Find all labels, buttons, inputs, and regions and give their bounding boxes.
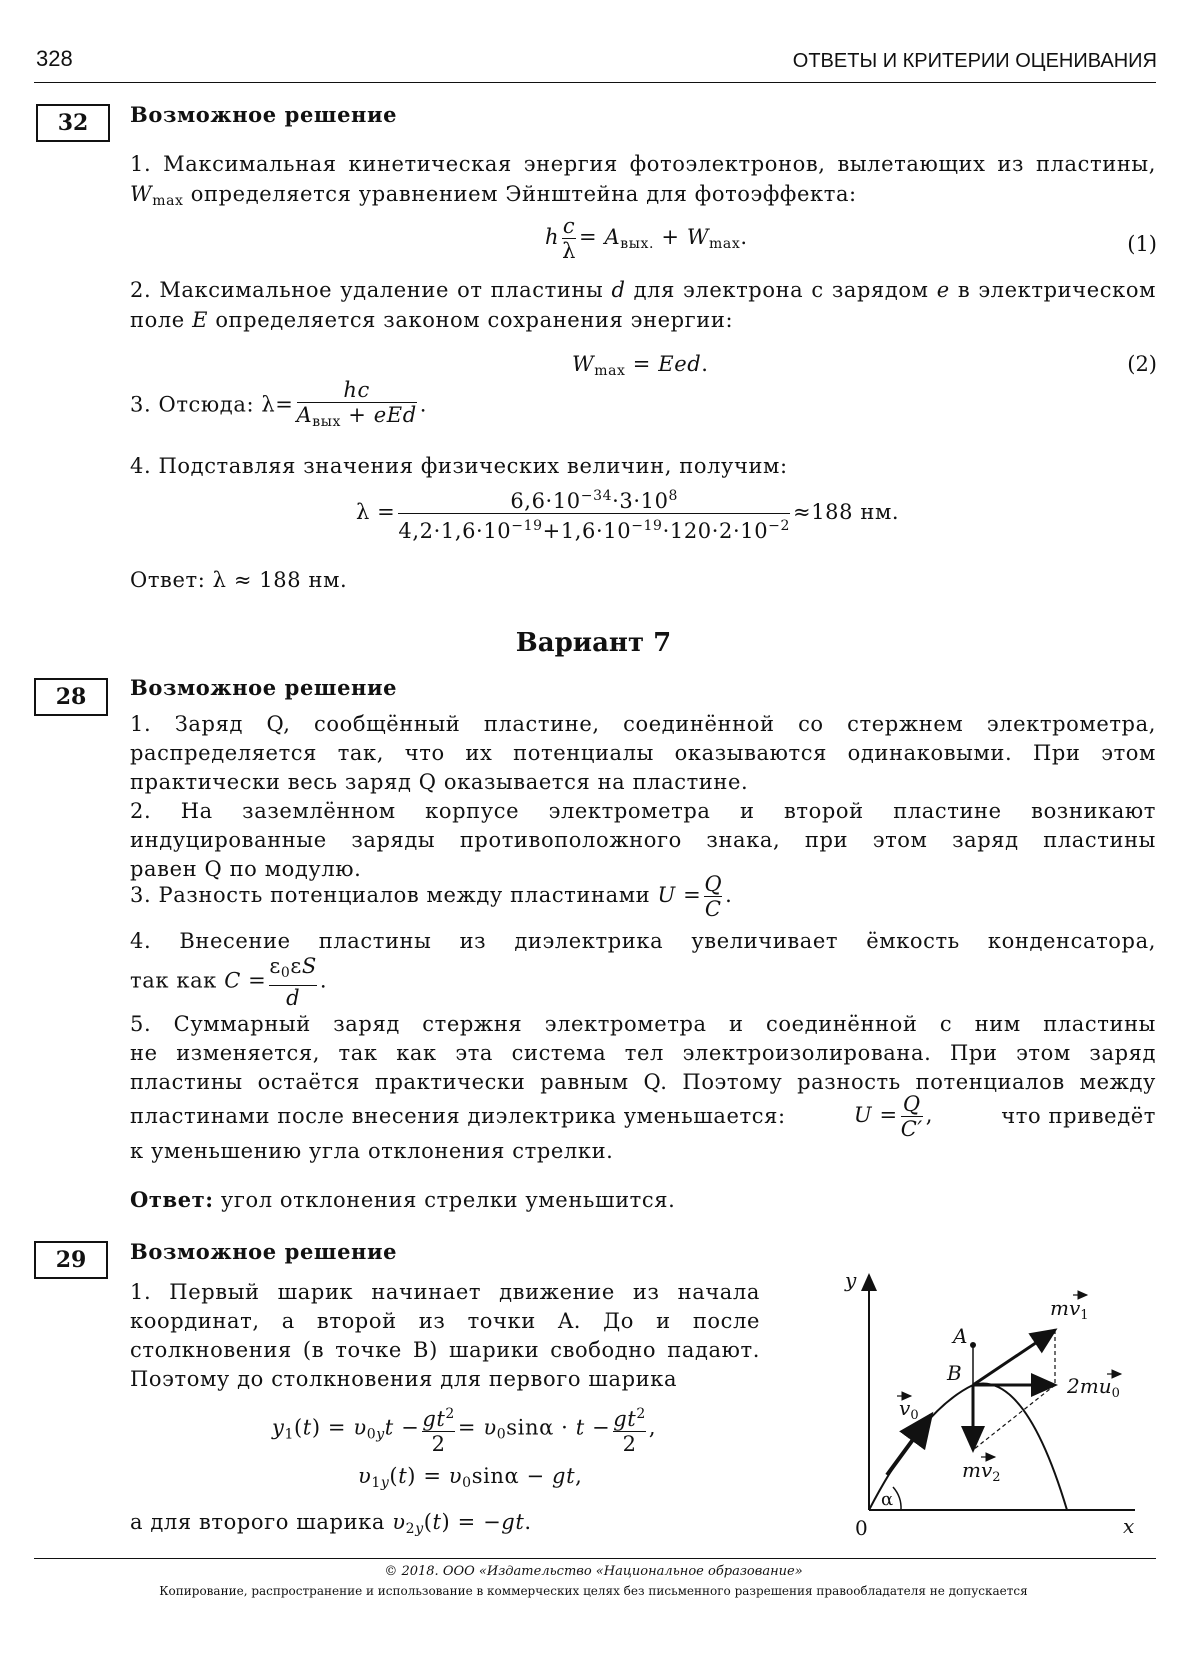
formula-4: λ = $\frac{6,6\cdot 10^{-34}\cdot 3\cdot 10^8}{4,2\cdot 1,6\cdot 10^{-19}+1,6\cdot 10^{-19}\cdot 120\cdot 2\cdot 10^{-2}}$ ≈188 нм. (356, 488, 900, 543)
answer: Ответ: угол отклонения стрелки уменьшится. (130, 1187, 676, 1212)
text-line: 1. Первый шарик начинает движение из начала (130, 1280, 760, 1304)
task-number-box: 32 (36, 104, 110, 142)
paragraph: 1. Максимальная кинетическая энергия фотоэлектронов, вылетающих из пластины, (130, 152, 1156, 176)
text-line: к уменьшению угла отклонения стрелки. (130, 1139, 614, 1163)
v0-label (897, 1396, 919, 1423)
task-number-box: 29 (34, 1241, 108, 1279)
text-line: пластинами после внесения диэлектрика уменьшается: U = $\frac{Q}{C'}$ , что приведёт (130, 1092, 1156, 1141)
equation-number: (1) (1127, 232, 1157, 256)
point-a (970, 1342, 976, 1348)
solution-heading: Возможное решение (130, 675, 398, 700)
mv2-label (962, 1457, 1001, 1485)
footer-rule (34, 1558, 1156, 1559)
mv1-vector (973, 1330, 1055, 1385)
point-b-label: B (947, 1361, 962, 1385)
answer: Ответ: λ ≈ 188 нм. (130, 568, 348, 592)
text-line: 1. Заряд Q, сообщённый пластине, соединённой со стержнем электрометра, (130, 712, 1156, 736)
svg-text:v0: $v_0$ (899, 1396, 919, 1423)
text-line: координат, а второй из точки A. До и после (130, 1309, 760, 1333)
text-line: столкновения (в точке B) шарики свободно падают. (130, 1338, 760, 1362)
text-line: 5. Суммарный заряд стержня электрометра и соединённой с ним пластины (130, 1012, 1156, 1036)
formula-v1y: $\upsilon_{1y}(t) = \upsilon_0\sin\alpha$ − gt, (358, 1464, 583, 1491)
solution-heading: Возможное решение (130, 102, 398, 127)
origin-label: 0 (855, 1516, 868, 1540)
text-line: практически весь заряд Q оказывается на пластине. (130, 770, 749, 794)
text-line: равен Q по модулю. (130, 857, 362, 881)
footer-notice: Копирование, распространение и использование в коммерческих целях без письменного разрешения правообладателя не допускается (159, 1584, 1028, 1598)
task-number-box: 28 (34, 678, 108, 716)
text-line: пластины остаётся практически равным Q. Поэтому разность потенциалов между (130, 1070, 1156, 1094)
2mu0-label (1066, 1374, 1121, 1401)
footer-copyright: © 2018. ООО «Издательство «Национальное образование» (384, 1564, 803, 1579)
formula-1: h $\frac{c}{\lambda}$ = $A_{вых.} + W_{max}$. (545, 214, 748, 263)
formula-2: $W_{max}$ = Eed. (572, 352, 709, 379)
formula-y1: $y_1(t) = \upsilon_{0y}t$ − $\frac{gt^2}{2}$ = $\upsilon_0\sin\alpha \cdot t$ − $\frac{gt^2}{2}$ , (272, 1406, 657, 1456)
equation-number: (2) (1127, 352, 1157, 376)
v0-vector (887, 1415, 931, 1475)
angle-label: α (881, 1489, 894, 1510)
running-title: ОТВЕТЫ И КРИТЕРИИ ОЦЕНИВАНИЯ (792, 50, 1157, 72)
text-line: 2. На заземлённом корпусе электрометра и второй пластине возникают (130, 799, 1156, 823)
paragraph: 4. Подставляя значения физических величин, получим: (130, 454, 788, 478)
point-a-label: A (953, 1324, 968, 1348)
text-line: Поэтому до столкновения для первого шарика (130, 1367, 678, 1391)
page-number: 328 (36, 46, 73, 71)
svg-text:mv2: $mv_2$ (962, 1458, 1001, 1485)
formula-3: 3. Отсюда: λ= $\frac{hc}{A_{вых} + eEd}$ . (130, 378, 427, 434)
text-line: не изменяется, так как эта система тел электроизолирована. При этом заряд (130, 1041, 1156, 1065)
helper-line (973, 1385, 1055, 1450)
text-line: 4. Внесение пластины из диэлектрика увеличивает ёмкость конденсатора, (130, 929, 1156, 953)
x-axis-label: x (1123, 1514, 1135, 1538)
paragraph: поле E определяется законом сохранения энергии: (130, 308, 734, 332)
paragraph: 2. Максимальное удаление от пластины d для электрона с зарядом e в электрическом (130, 278, 1157, 302)
text-line: распределяется так, что их потенциалы оказываются одинаковыми. При этом (130, 741, 1156, 765)
text-line: а для второго шарика $\upsilon_{2y}(t) = -gt$. (130, 1510, 532, 1537)
mv1-label (1050, 1295, 1089, 1323)
header-rule (34, 82, 1156, 83)
variant-title: Вариант 7 (515, 628, 672, 658)
text-line: так как C = $\frac{\varepsilon_0\varepsilon S}{d}$ . (130, 954, 328, 1010)
text-line: индуцированные заряды противоположного знака, при этом заряд пластины (130, 828, 1156, 852)
text-line: 3. Разность потенциалов между пластинами U = $\frac{Q}{C}$ . (130, 872, 733, 921)
collision-diagram (835, 1265, 1155, 1540)
y-axis-label: y (845, 1268, 857, 1292)
paragraph: $W_{max}$ определяется уравнением Эйнштейна для фотоэффекта: (130, 182, 857, 209)
angle-arc (893, 1487, 901, 1510)
solution-heading: Возможное решение (130, 1239, 398, 1264)
svg-text:2mu0: $2mu_0$ (1067, 1374, 1120, 1401)
svg-text:mv1: $mv_1$ (1050, 1296, 1089, 1323)
